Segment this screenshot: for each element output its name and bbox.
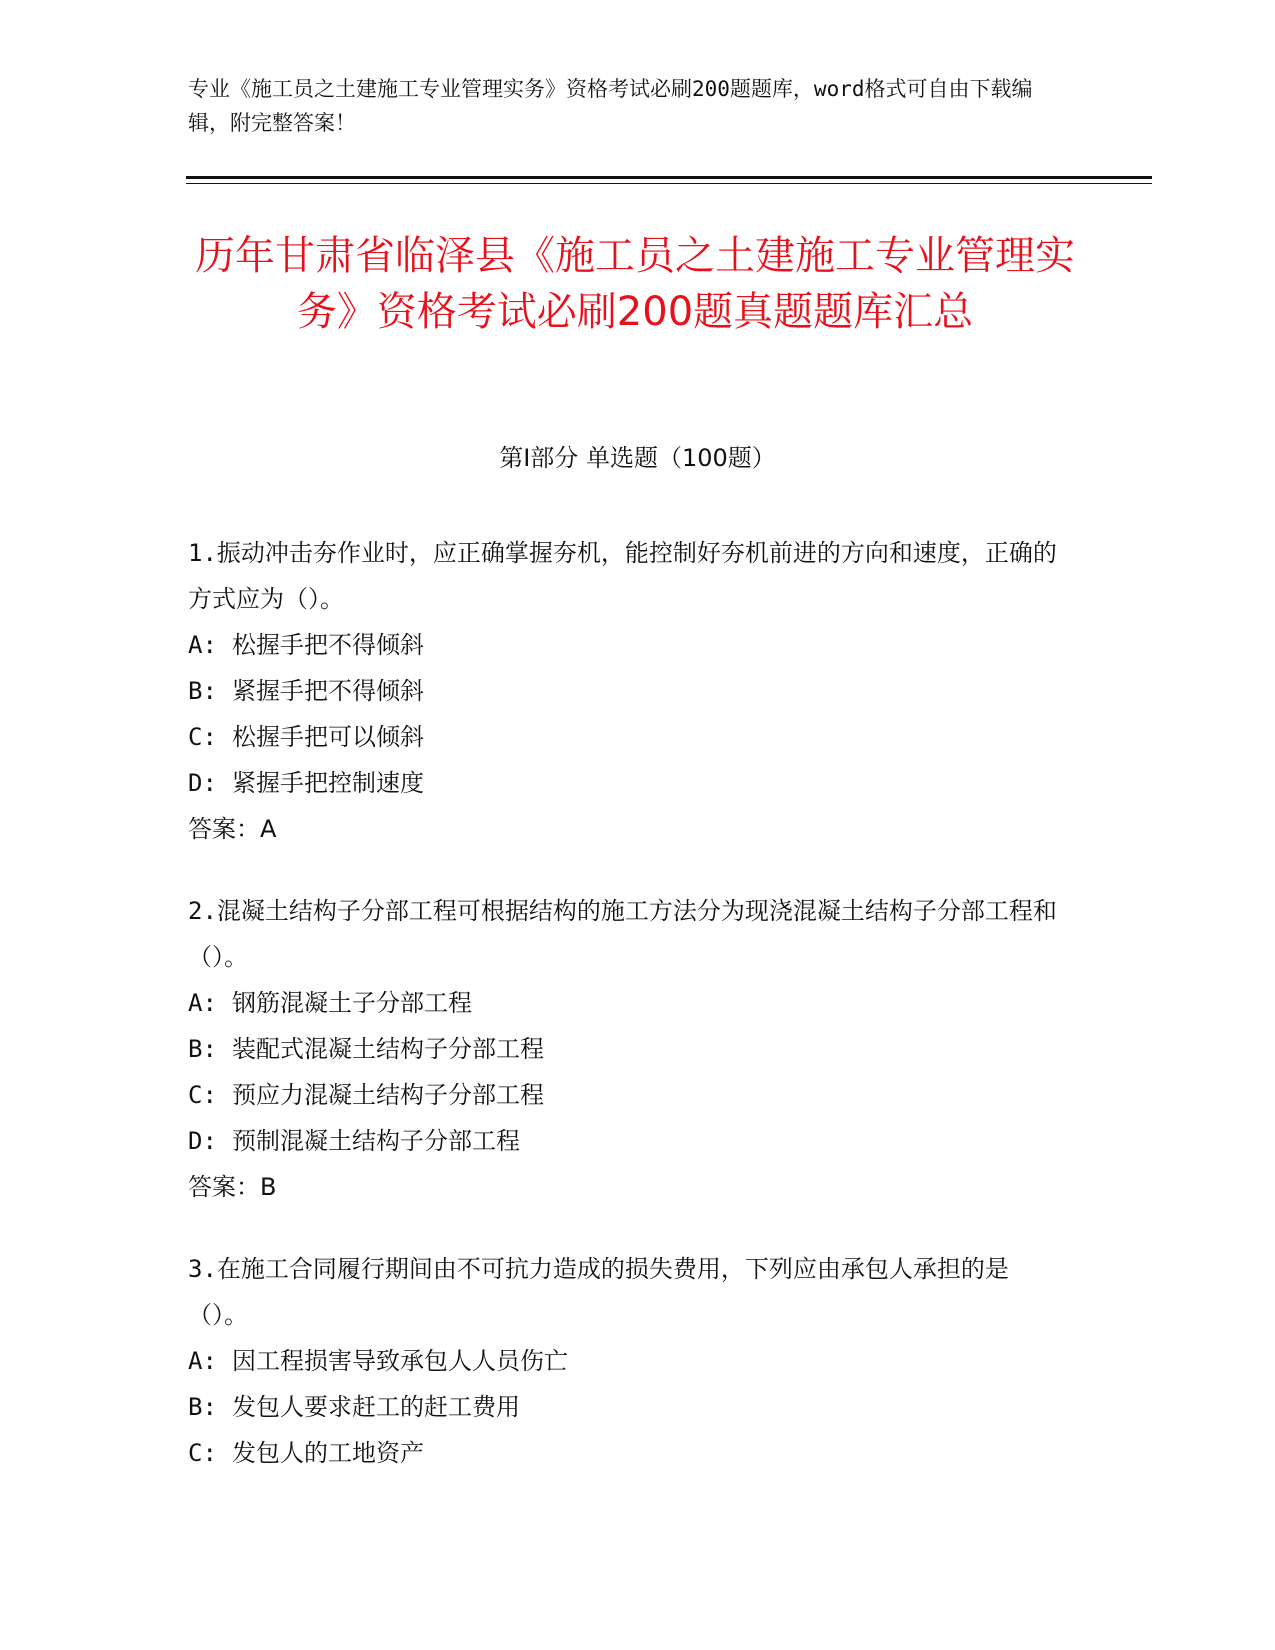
question-text: 3.在施工合同履行期间由不可抗力造成的损失费用，下列应由承包人承担的是（）。 (188, 1255, 1009, 1329)
option-key: C: (188, 1439, 217, 1467)
option-a (188, 980, 1058, 1026)
option-text: 松握手把不得倾斜 (232, 631, 424, 659)
option-d (188, 1118, 1058, 1164)
header-rule-thin (186, 183, 1152, 184)
question-text: 1.振动冲击夯作业时，应正确掌握夯机，能控制好夯机前进的方向和速度，正确的方式应为（）。 (188, 539, 1057, 613)
option-text: 紧握手把不得倾斜 (232, 677, 424, 705)
option-a (188, 1338, 1058, 1384)
option-text: 预应力混凝土结构子分部工程 (232, 1081, 544, 1109)
option-b (188, 1384, 1058, 1430)
option-key: A: (188, 1347, 217, 1375)
option-key: B: (188, 1035, 217, 1063)
option-text: 钢筋混凝土子分部工程 (232, 989, 472, 1017)
header-rule-thick (186, 176, 1152, 179)
option-d (188, 760, 1058, 806)
header-note: 专业《施工员之土建施工专业管理实务》资格考试必刷200题题库，word格式可自由下载编辑，附完整答案！ (188, 77, 1033, 135)
document-title: 历年甘肃省临泽县《施工员之土建施工专业管理实务》资格考试必刷200题真题题库汇总 (195, 233, 1075, 335)
option-text: 松握手把可以倾斜 (232, 723, 424, 751)
option-c (188, 1430, 1058, 1476)
option-b (188, 668, 1058, 714)
option-c (188, 714, 1058, 760)
answer-line: 答案：B (188, 1173, 277, 1201)
option-text: 因工程损害导致承包人人员伤亡 (232, 1347, 568, 1375)
option-key: C: (188, 723, 217, 751)
option-key: D: (188, 1127, 217, 1155)
answer-line: 答案：A (188, 815, 277, 843)
option-key: C: (188, 1081, 217, 1109)
option-a (188, 622, 1058, 668)
question-2 (188, 888, 1058, 1210)
option-text: 发包人要求赶工的赶工费用 (232, 1393, 520, 1421)
option-key: D: (188, 769, 217, 797)
option-text: 紧握手把控制速度 (232, 769, 424, 797)
section-title: 第Ⅰ部分 单选题（100题） (499, 444, 776, 472)
option-key: A: (188, 631, 217, 659)
option-text: 装配式混凝土结构子分部工程 (232, 1035, 544, 1063)
option-text: 发包人的工地资产 (232, 1439, 424, 1467)
question-list (188, 530, 1058, 1512)
question-text: 2.混凝土结构子分部工程可根据结构的施工方法分为现浇混凝土结构子分部工程和（）。 (188, 897, 1057, 971)
option-c (188, 1072, 1058, 1118)
question-1 (188, 530, 1058, 852)
option-key: A: (188, 989, 217, 1017)
question-3 (188, 1246, 1058, 1476)
option-key: B: (188, 1393, 217, 1421)
option-b (188, 1026, 1058, 1072)
option-key: B: (188, 677, 217, 705)
option-text: 预制混凝土结构子分部工程 (232, 1127, 520, 1155)
